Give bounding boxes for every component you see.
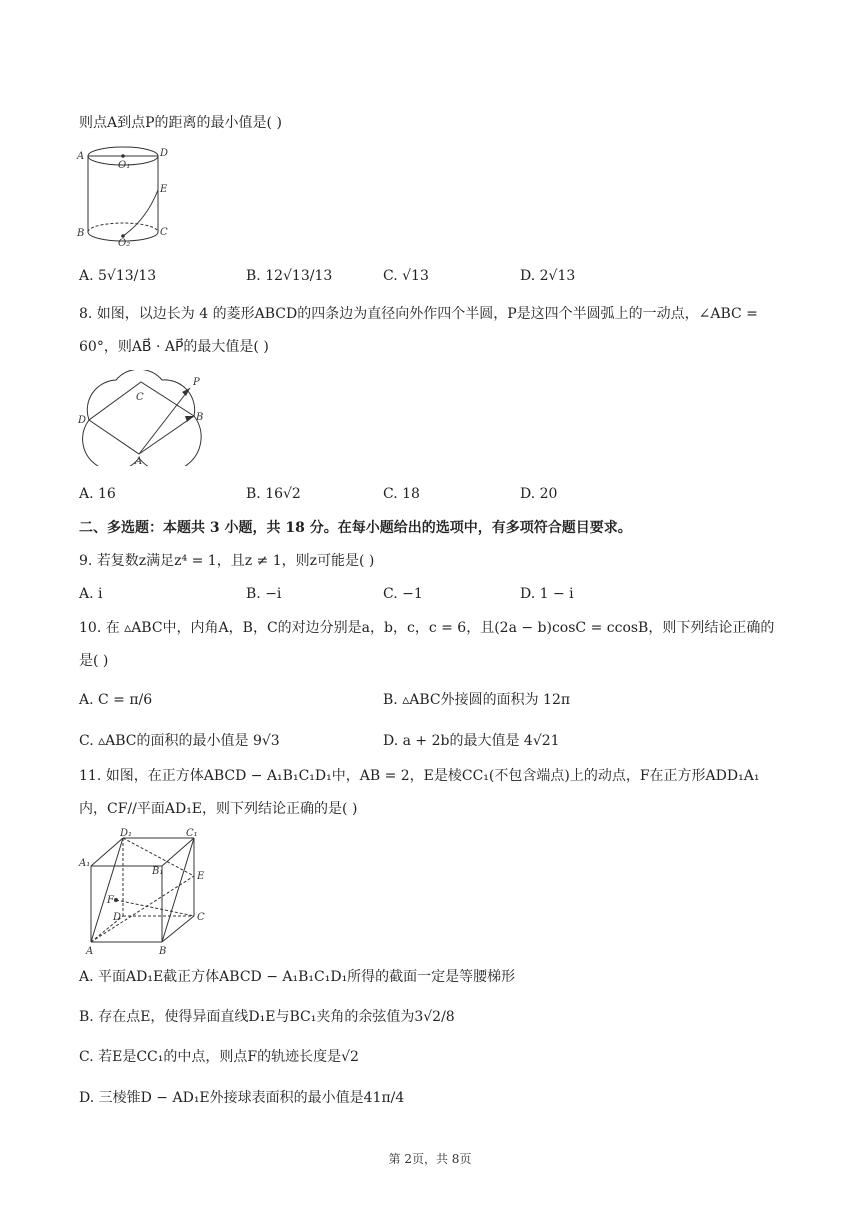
q8-option-d: D. 20 — [520, 486, 558, 502]
q11-cube-figure — [76, 826, 208, 958]
q11-label-A1: A₁ — [79, 858, 91, 869]
q7-option-b: B. 12√13/13 — [246, 268, 333, 284]
q8-label-D: D — [78, 415, 87, 426]
q11-option-a: A. 平面AD₁E截正方体ABCD − A₁B₁C₁D₁所得的截面一定是等腰梯形 — [79, 969, 516, 985]
q11-label-F: F — [107, 895, 114, 906]
q7-label-B: B — [77, 228, 85, 239]
q11-label-E: E — [197, 871, 205, 882]
q7-cylinder-figure — [76, 140, 172, 250]
q10-option-c: C. ▵ABC的面积的最小值是 9√3 — [79, 733, 280, 749]
q7-option-a: A. 5√13/13 — [79, 268, 157, 284]
q8-option-b: B. 16√2 — [246, 486, 301, 502]
q10-option-a: A. C = π/6 — [79, 692, 153, 708]
q10-option-d: D. a + 2b的最大值是 4√21 — [383, 733, 560, 749]
q8-stem-line1: 8. 如图，以边长为 4 的菱形ABCD的四条边为直径向外作四个半圆，P是这四个半圆弧上的一动点，∠ABC = — [79, 306, 758, 322]
q9-option-a: A. i — [79, 586, 103, 602]
q11-label-D: D — [113, 912, 122, 923]
q10-stem-line2: 是( ) — [79, 653, 109, 669]
q7-label-C: C — [160, 227, 168, 238]
q8-label-C: C — [136, 392, 144, 403]
q8-label-B: B — [196, 412, 204, 423]
q11-label-C1: C₁ — [186, 828, 198, 839]
q8-stem-line2: 60°，则AB⃗ · AP⃗的最大值是( ) — [79, 339, 269, 355]
page-footer: 第 2页，共 8页 — [388, 1152, 472, 1166]
q11-label-A: A — [86, 946, 94, 957]
q10-stem-line1: 10. 在 ▵ABC中，内角A，B，C的对边分别是a，b，c，c = 6，且(2a − b)cosC = ccosB，则下列结论正确的 — [79, 620, 775, 636]
q8-option-a: A. 16 — [79, 486, 116, 502]
q11-label-B: B — [159, 946, 167, 957]
q9-option-d: D. 1 − i — [520, 586, 574, 602]
q8-option-c: C. 18 — [383, 486, 420, 502]
q11-label-C: C — [197, 912, 205, 923]
q7-label-A: A — [77, 151, 85, 162]
q7-stem-tail: 则点A到点P的距离的最小值是( ) — [79, 115, 282, 131]
q11-label-B1: B₁ — [152, 866, 164, 877]
q8-label-A: A — [135, 456, 143, 466]
q9-option-b: B. −i — [246, 586, 282, 602]
q10-option-b: B. ▵ABC外接圆的面积为 12π — [383, 692, 571, 708]
q8-rhombus-figure — [76, 370, 206, 466]
q11-option-c: C. 若E是CC₁的中点，则点F的轨迹长度是√2 — [79, 1049, 359, 1065]
q11-stem-line1: 11. 如图，在正方体ABCD − A₁B₁C₁D₁中，AB = 2，E是棱CC₁(不包含端点)上的动点，F在正方形ADD₁A₁ — [79, 768, 760, 784]
q7-option-d: D. 2√13 — [520, 268, 576, 284]
q8-label-P: P — [193, 377, 200, 388]
q11-stem-line2: 内，CF//平面AD₁E，则下列结论正确的是( ) — [79, 801, 358, 817]
q7-label-E: E — [160, 184, 168, 195]
q11-option-b: B. 存在点E，使得异面直线D₁E与BC₁夹角的余弦值为3√2/8 — [79, 1009, 455, 1025]
q7-option-c: C. √13 — [383, 268, 429, 284]
q7-label-D: D — [160, 148, 169, 159]
q9-stem: 9. 若复数z满足z⁴ = 1，且z ≠ 1，则z可能是( ) — [79, 553, 375, 569]
section-2-heading: 二、多选题：本题共 3 小题，共 18 分。在每小题给出的选项中，有多项符合题目要求。 — [79, 520, 632, 536]
q7-label-O2: O₂ — [118, 238, 131, 249]
q11-option-d: D. 三棱锥D − AD₁E外接球表面积的最小值是41π/4 — [79, 1090, 405, 1106]
q11-label-D1: D₁ — [120, 828, 133, 839]
q9-option-c: C. −1 — [383, 586, 423, 602]
q7-label-O1: O₁ — [118, 160, 131, 171]
